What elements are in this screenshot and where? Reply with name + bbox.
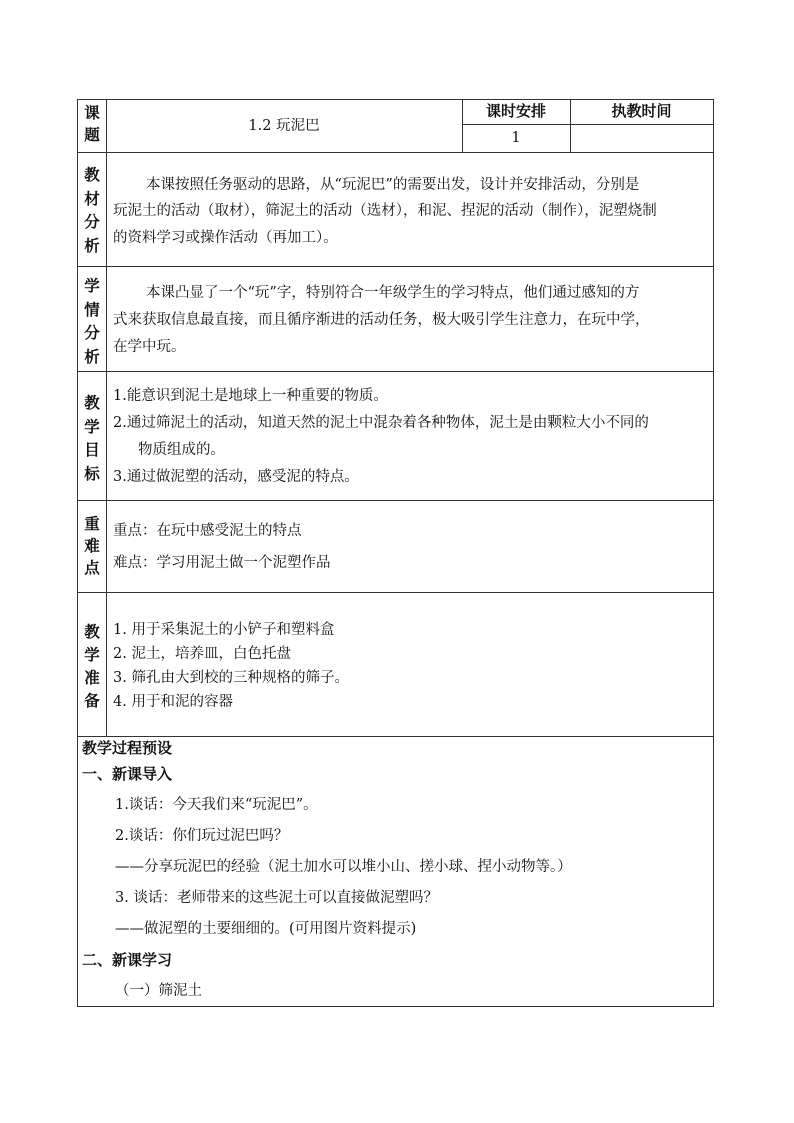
student-analysis-label: 学 情 分 析 — [84, 276, 100, 366]
table-border-right — [713, 99, 714, 1007]
part2-title: 二、新课学习 — [82, 951, 173, 969]
topic-label: 课 题 — [84, 103, 100, 144]
goal-line: 3.通过做泥塑的活动，感受泥的特点。 — [113, 469, 359, 485]
header-subdivider — [462, 124, 714, 125]
process-title: 教学过程预设 — [82, 739, 173, 757]
subsection-title: （一）筛泥土 — [115, 983, 202, 999]
process-line: 3. 谈话：老师带来的这些泥土可以直接做泥塑吗？ — [115, 890, 438, 906]
goal-line: 2.通过筛泥土的活动，知道天然的泥土中混杂着各种物体，泥土是由颗粒大小不同的 — [113, 415, 649, 431]
process-line: 1.谈话：今天我们来“玩泥巴”。 — [115, 797, 318, 813]
student-line: 式来获取信息最直接，而且循序渐进的活动任务，极大吸引学生注意力，在玩中学， — [113, 312, 650, 328]
table-border-left — [77, 99, 78, 1007]
goal-line: 1.能意识到泥土是地球上一种重要的物质。 — [113, 388, 388, 404]
material-line: 本课按照任务驱动的思路，从“玩泥巴”的需要出发，设计并安排活动，分别是 — [146, 177, 640, 193]
prep-line: 3. 筛孔由大到校的三种规格的筛子。 — [113, 670, 349, 686]
material-line: 的资料学习或操作活动（再加工）。 — [113, 230, 338, 246]
row-divider — [77, 371, 714, 372]
table-border-top — [77, 99, 714, 100]
period-value: 1 — [511, 130, 521, 146]
row-divider — [77, 152, 714, 153]
row-divider — [77, 592, 714, 593]
period-label: 课时安排 — [485, 102, 546, 120]
process-line: 2.谈话：你们玩过泥巴吗？ — [115, 828, 289, 844]
prep-line: 2. 泥土，培养皿，白色托盘 — [113, 646, 291, 662]
table-border-bottom — [77, 1006, 714, 1007]
teaching-goals-label: 教 学 目 标 — [84, 393, 100, 483]
label-column-divider — [106, 99, 107, 737]
date-label: 执教时间 — [611, 102, 672, 120]
process-line: ——分享玩泥巴的经验（泥土加水可以堆小山、搓小球、捏小动物等。） — [115, 859, 572, 875]
key-points-label: 重 难 点 — [84, 514, 100, 577]
lesson-title: 1.2 玩泥巴 — [248, 118, 320, 134]
material-line: 玩泥土的活动（取材），筛泥土的活动（选材），和泥、捏泥的活动（制作），泥塑烧制 — [113, 203, 657, 219]
student-line: 本课凸显了一个“玩”字，特别符合一年级学生的学习特点，他们通过感知的方 — [146, 285, 640, 301]
key-point-line: 重点：在玩中感受泥土的特点 — [113, 523, 302, 539]
part1-title: 一、新课导入 — [82, 765, 173, 783]
process-line: ——做泥塑的土要细细的。(可用图片资料提示) — [115, 921, 417, 937]
prep-line: 1. 用于采集泥土的小铲子和塑料盒 — [113, 622, 335, 638]
prep-line: 4. 用于和泥的容器 — [113, 694, 233, 710]
goal-line: 物质组成的。 — [138, 442, 225, 458]
student-line: 在学中玩。 — [113, 339, 186, 355]
row-divider — [77, 500, 714, 501]
difficult-point-line: 难点：学习用泥土做一个泥塑作品 — [113, 555, 331, 571]
material-analysis-label: 教 材 分 析 — [84, 165, 100, 255]
row-divider — [77, 736, 714, 737]
row-divider — [77, 266, 714, 267]
teaching-prep-label: 教 学 准 备 — [84, 622, 100, 710]
